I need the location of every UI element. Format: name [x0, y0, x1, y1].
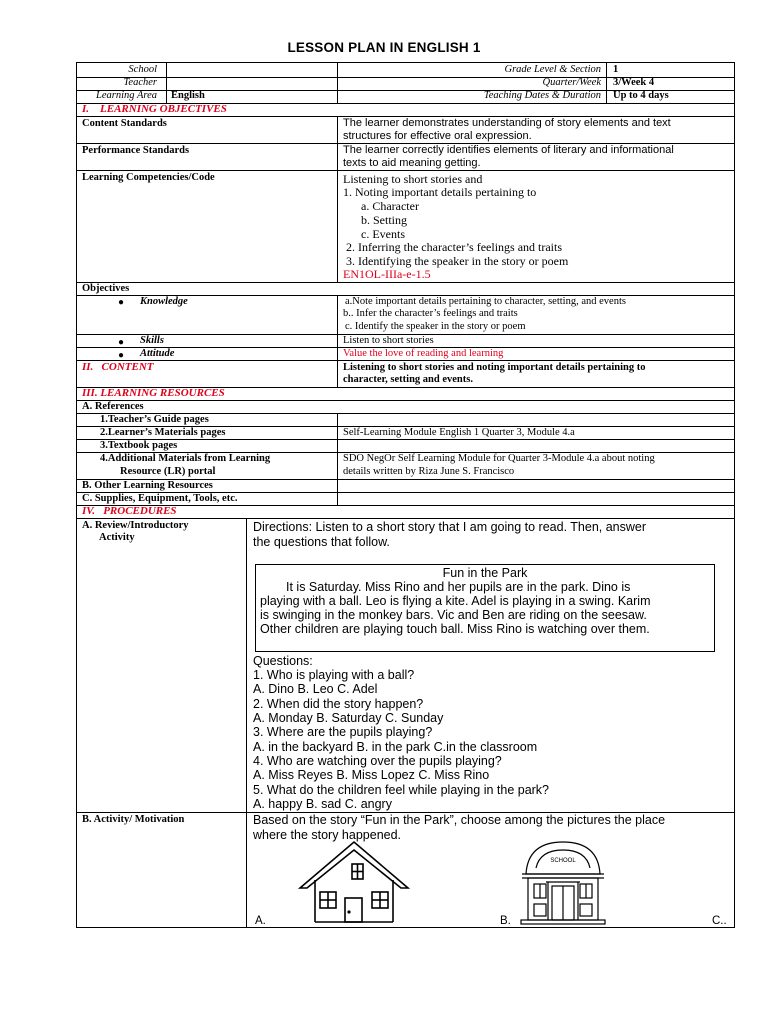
answer-line: A. Monday B. Saturday C. Sunday — [253, 711, 444, 725]
school-label: School — [128, 64, 157, 75]
activity-text: where the story happened. — [253, 828, 402, 842]
performance-standards-line: texts to aid meaning getting. — [343, 157, 481, 169]
content-standards-line: The learner demonstrates understanding of story elements and text — [343, 117, 671, 129]
review-label: A. Review/Introductory — [82, 520, 189, 531]
knowledge-line: c. Identify the speaker in the story or poem — [345, 321, 526, 332]
answer-line: A. Dino B. Leo C. Adel — [253, 682, 378, 696]
answer-line: A. happy B. sad C. angry — [253, 797, 392, 811]
section-learning-resources: III. LEARNING RESOURCES — [82, 387, 225, 399]
additional-materials-value: details written by Riza June S. Francisco — [343, 466, 515, 477]
performance-standards-label: Performance Standards — [82, 145, 190, 156]
directions-text — [253, 520, 646, 534]
supplies-label: C. Supplies, Equipment, Tools, etc. — [82, 493, 238, 504]
skills-label: Skills — [140, 335, 164, 346]
content-standards-line: structures for effective oral expression. — [343, 130, 532, 142]
attitude-value: Value the love of reading and learning — [343, 348, 504, 359]
knowledge-line: a.Note important details pertaining to character, setting, and events — [345, 296, 626, 307]
learners-materials-label: 2.Learner’s Materials pages — [100, 427, 226, 438]
page-title: LESSON PLAN IN ENGLISH 1 — [287, 40, 481, 55]
answer-line: A. in the backyard B. in the park C.in the classroom — [253, 740, 538, 754]
competency-line: c. Events — [361, 227, 405, 241]
dates-value: Up to 4 days — [613, 90, 669, 101]
performance-standards-line: The learner correctly identifies elements of literary and informational — [343, 144, 674, 156]
grade-label: Grade Level & Section — [504, 64, 601, 75]
question-line: 4. Who are watching over the pupils playing? — [253, 754, 502, 768]
other-resources-label: B. Other Learning Resources — [82, 480, 213, 491]
additional-materials-value: SDO NegOr Self Learning Module for Quarter 3-Module 4.a about noting — [343, 453, 655, 464]
review-label: Activity — [99, 532, 135, 543]
option-a-label[interactable]: A. — [255, 915, 266, 927]
competency-line: a. Character — [361, 199, 419, 213]
learning-area-label: Learning Area — [96, 90, 157, 101]
question-line: 3. Where are the pupils playing? — [253, 725, 433, 739]
bullet-icon: ● — [118, 350, 125, 361]
section-procedures: IV. PROCEDURES — [82, 505, 177, 517]
question-line: 1. Who is playing with a ball? — [253, 668, 415, 682]
story-line: It is Saturday. Miss Rino and her pupils are in the park. Dino is — [286, 580, 631, 594]
story-title: Fun in the Park — [442, 566, 528, 580]
knowledge-label: Knowledge — [140, 296, 188, 307]
teacher-label: Teacher — [123, 77, 157, 88]
answer-line: A. Miss Reyes B. Miss Lopez C. Miss Rino — [253, 768, 490, 782]
option-c-label[interactable]: C.. — [712, 915, 727, 927]
competency-line: 1. Noting important details pertaining to — [343, 185, 537, 199]
directions-body: : Listen to a short story that I am going to read. Then, answer — [308, 520, 647, 534]
teachers-guide-label: 1.Teacher’s Guide pages — [100, 414, 209, 425]
competency-line: b. Setting — [361, 213, 408, 227]
competency-code: EN1OL-IIIa-e-1.5 — [343, 267, 431, 281]
quarter-value: 3/Week 4 — [613, 77, 655, 88]
objectives-label: Objectives — [82, 283, 130, 294]
directions-label: Directions — [253, 520, 309, 534]
bullet-icon: ● — [118, 297, 125, 308]
school-picture[interactable] — [518, 838, 608, 926]
competencies-label: Learning Competencies/Code — [82, 172, 215, 183]
option-b-label[interactable]: B. — [500, 915, 511, 927]
question-line: 5. What do the children feel while playing in the park? — [253, 783, 550, 797]
section-learning-objectives: I. LEARNING OBJECTIVES — [82, 103, 227, 115]
additional-materials-label: Resource (LR) portal — [120, 466, 216, 477]
dates-label: Teaching Dates & Duration — [483, 90, 601, 101]
content-value-line: character, setting and events. — [343, 374, 473, 385]
skills-value: Listen to short stories — [343, 335, 434, 346]
bullet-icon: ● — [118, 337, 125, 348]
activity-label: B. Activity/ Motivation — [82, 814, 185, 825]
story-line: Other children are playing touch ball. Miss Rino is watching over them. — [260, 622, 650, 636]
quarter-label: Quarter/Week — [542, 77, 601, 88]
knowledge-line: b.. Infer the character’s feelings and traits — [343, 308, 518, 319]
section-content: II. CONTENT — [82, 361, 154, 373]
competency-line: 3. Identifying the speaker in the story or poem — [346, 254, 569, 268]
question-line: 2. When did the story happen? — [253, 697, 424, 711]
additional-materials-label: 4.Additional Materials from Learning — [100, 453, 271, 464]
textbook-label: 3.Textbook pages — [100, 440, 178, 451]
activity-text: Based on the story “Fun in the Park”, choose among the pictures the place — [253, 813, 666, 827]
references-label: A. References — [82, 401, 144, 412]
content-value-line: Listening to short stories and noting important details pertaining to — [343, 362, 646, 373]
competency-line: Listening to short stories and — [343, 172, 483, 186]
attitude-label: Attitude — [140, 348, 175, 359]
directions-text: the questions that follow. — [253, 535, 390, 549]
competency-line: 2. Inferring the character’s feelings and traits — [346, 240, 563, 254]
house-picture[interactable] — [298, 840, 410, 924]
learning-area-value: English — [171, 90, 205, 101]
questions-heading: Questions: — [253, 654, 313, 668]
learners-materials-value: Self-Learning Module English 1 Quarter 3, Module 4.a — [343, 427, 575, 438]
content-standards-label: Content Standards — [82, 118, 167, 129]
story-line: playing with a ball. Leo is flying a kite. Adel is playing in a swing. Karim — [260, 594, 651, 608]
story-line: is swinging in the monkey bars. Vic and Ben are riding on the seesaw. — [260, 608, 647, 622]
grade-value: 1 — [613, 64, 619, 75]
school-sign-text: SCHOOL — [550, 858, 576, 864]
